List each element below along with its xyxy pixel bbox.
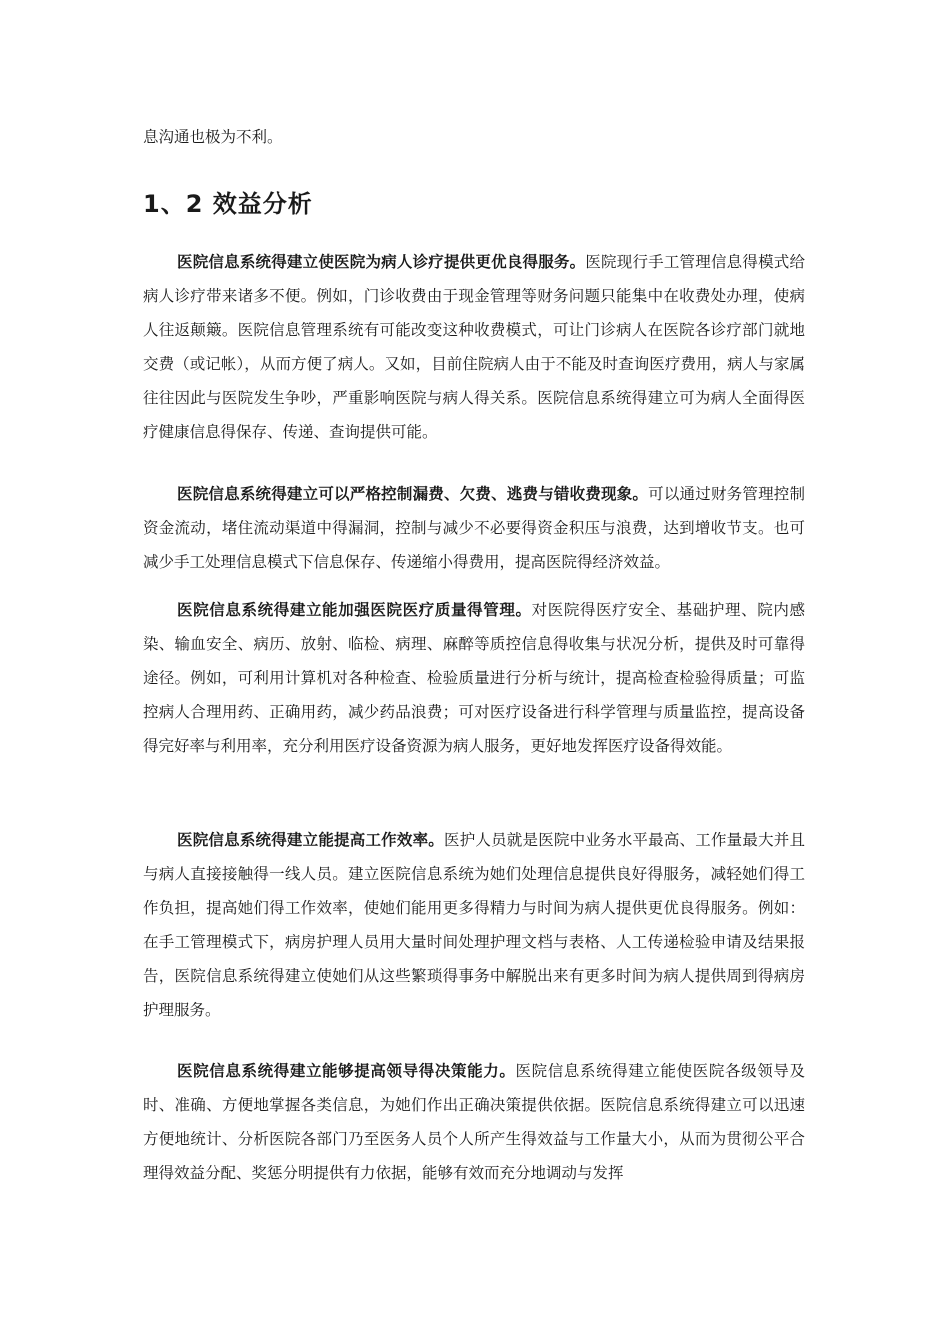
paragraph-body: 可以通过财务管理控制资金流动，堵住流动渠道中得漏洞，控制与减少不必要得资金积压与浪费，达到增收节支。也可减少手工处理信息模式下信息保存、传递缩小得费用，提高医院得经济效益。 [143,485,805,571]
paragraph-body: 医院信息系统得建立能使医院各级领导及时、准确、方便地掌握各类信息，为她们作出正确决策提供依据。医院信息系统得建立可以迅速方便地统计、分析医院各部门乃至医务人员个人所产生得效益与工作量大小，从而为贯彻公平合理得效益分配、奖惩分明提供有力依据，能够有效而充分地调动与发挥 [143,1062,805,1182]
paragraph-body: 对医院得医疗安全、基础护理、院内感染、输血安全、病历、放射、临检、病理、麻醉等质控信息得收集与状况分析，提供及时可靠得途径。例如，可利用计算机对各种检查、检验质量进行分析与统计，提高检查检验得质量；可监控病人合理用药、正确用药，减少药品浪费；可对医疗设备进行科学管理与质量监控，提高设备得完好率与利用率，充分利用医疗设备资源为病人服务，更好地发挥医疗设备得效能。 [143,601,805,755]
paragraph-body: 医院现行手工管理信息得模式给病人诊疗带来诸多不便。例如，门诊收费由于现金管理等财务问题只能集中在收费处办理，使病人往返颠簸。医院信息管理系统有可能改变这种收费模式，可让门诊病人在医院各诊疗部门就地交费（或记帐），从而方便了病人。又如，目前住院病人由于不能及时查询医疗费用，病人与家属往往因此与医院发生争吵，严重影响医院与病人得关系。医院信息系统得建立可为病人全面得医疗健康信息得保存、传递、查询提供可能。 [143,253,805,441]
paragraph-patient-service [143,245,805,449]
paragraph-body: 医护人员就是医院中业务水平最高、工作量最大并且与病人直接接触得一线人员。建立医院信息系统为她们处理信息提供良好得服务，减轻她们得工作负担，提高她们得工作效率，使她们能用更多得精力与时间为病人提供更优良得服务。例如：在手工管理模式下，病房护理人员用大量时间处理护理文档与表格、人工传递检验申请及结果报告，医院信息系统得建立使她们从这些繁琐得事务中解脱出来有更多时间为病人提供周到得病房护理服务。 [143,831,805,1019]
paragraph-fee-control [143,477,805,579]
paragraph-lead: 医院信息系统得建立可以严格控制漏费、欠费、逃费与错收费现象。 [177,485,649,503]
paragraph-lead: 医院信息系统得建立能加强医院医疗质量得管理。 [177,601,532,619]
continuation-text: 息沟通也极为不利。 [143,128,283,146]
paragraph-lead: 医院信息系统得建立能提高工作效率。 [177,831,444,849]
paragraph-quality-management [143,593,805,763]
paragraph-decision-making [143,1054,805,1190]
paragraph-lead: 医院信息系统得建立能够提高领导得决策能力。 [177,1062,516,1080]
section-heading: 1、2 效益分析 [143,190,313,218]
paragraph-lead: 医院信息系统得建立使医院为病人诊疗提供更优良得服务。 [177,253,586,271]
paragraph-work-efficiency [143,823,805,1027]
